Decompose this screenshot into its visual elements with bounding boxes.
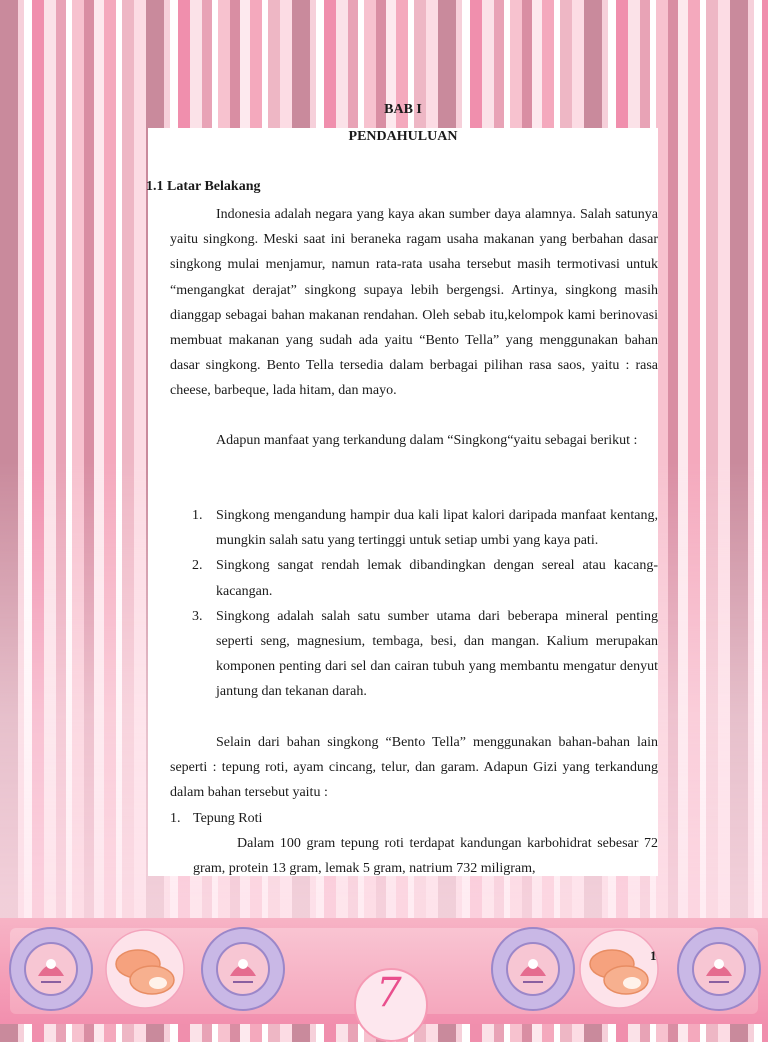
list-item-text: Singkong adalah salah satu sumber utama dari beberapa mineral penting seperti seng, magnesium, tembaga, besi, dan mangan. Kalium merupakan komponen penting dari sel dan cairan tubuh yang membantu mengatur denyut jantung dan tekanan darah. (216, 608, 658, 700)
section-heading: 1.1 Latar Belakang (146, 179, 261, 194)
bread-icon (578, 928, 660, 1010)
paragraph-tepung-roti: Dalam 100 gram tepung roti terdapat kandungan karbohidrat sebesar 72 gram, protein 13 gram, lemak 5 gram, natrium 732 miligram, (193, 836, 658, 877)
list-item-number: 3. (192, 608, 203, 624)
list-item-text: Singkong mengandung hampir dua kali lipat kalori daripada manfaat kentang, mungkin salah satu yang tertinggi untuk setiap umbi yang kaya pati. (216, 508, 658, 549)
page-number-large: 7 (376, 970, 402, 1016)
chapter-title: PENDAHULUAN (348, 129, 458, 144)
paragraph-benefits-intro: Adapun manfaat yang terkandung dalam “Singkong“yaitu sebagai berikut : (216, 433, 638, 448)
list-item-number: 1. (170, 811, 181, 826)
list-item (170, 604, 658, 705)
list-item-number: 2. (192, 558, 203, 574)
list-item-number: 1. (192, 508, 203, 523)
ingredients-list (170, 806, 658, 831)
list-item (170, 806, 658, 831)
list-item-text: Singkong sangat rendah lemak dibandingkan dengan sereal atau kacang-kacangan. (216, 558, 658, 599)
chapter-number: BAB I (384, 102, 422, 117)
school-seal-icon (200, 926, 286, 1012)
paragraph-intro: Indonesia adalah negara yang kaya akan sumber daya alamnya. Salah satunya yaitu singkong. Meski saat ini beraneka ragam usaha makanan yang berbahan dasar singkong mulai menjamur, namun rata-rata usaha tersebut masih termotivasi untuk “mengangkat derajat” singkong supaya lebih bergengsi. Artinya, singkong masih dianggap sebagai bahan makanan rendahan. Oleh sebab itu,kelompok kami berinovasi membuat makanan yang sudah ada yaitu “Bento Tella” yang menggunakan bahan dasar singkong. Bento Tella tersedia dalam berbagai pilihan rasa saos, yaitu : rasa cheese, barbeque, lada hitam, dan mayo. (170, 207, 658, 399)
list-item (170, 553, 658, 603)
list-item (170, 503, 658, 553)
school-seal-icon (676, 926, 762, 1012)
school-seal-icon (490, 926, 576, 1012)
benefits-list (170, 503, 658, 705)
page-number: 1 (650, 948, 657, 963)
bread-icon (104, 928, 186, 1010)
paragraph-ingredients: Selain dari bahan singkong “Bento Tella” menggunakan bahan-bahan lain seperti : tepung roti, ayam cincang, telur, dan garam. Adapun Gizi yang terkandung dalam bahan tersebut yaitu : (170, 735, 658, 801)
list-item-text: Tepung Roti (193, 811, 263, 826)
school-seal-icon (8, 926, 94, 1012)
